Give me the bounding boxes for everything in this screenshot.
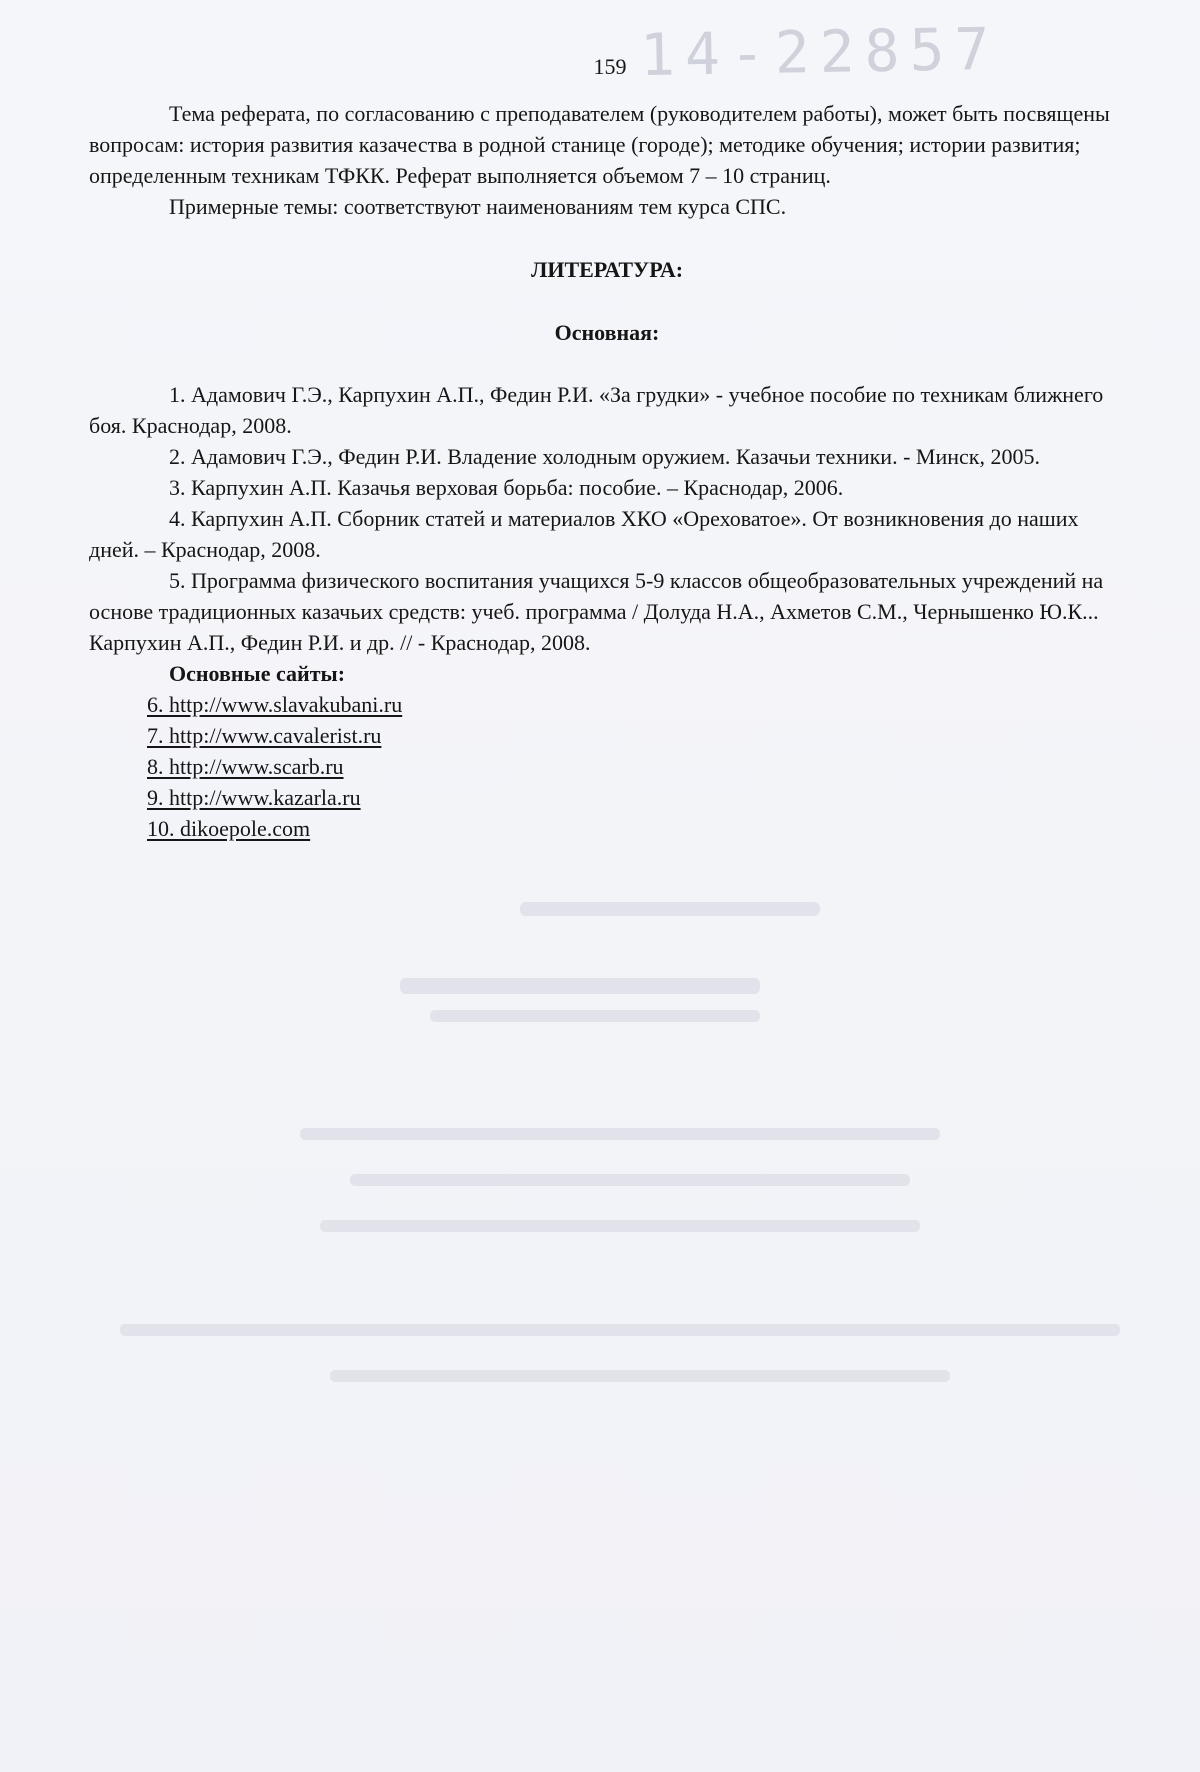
- reference-item: 2. Адамович Г.Э., Федин Р.И. Владение холодным оружием. Казачьи техники. - Минск, 2005.: [169, 444, 1040, 469]
- reference-item: 4. Карпухин А.П. Сборник статей и материалов ХКО «Ореховатое». От возникновения до наших дней. – Краснодар, 2008.: [89, 506, 1079, 562]
- main-literature-heading: Основная:: [554, 320, 660, 345]
- literature-heading: ЛИТЕРАТУРА:: [530, 257, 684, 282]
- site-link-kazarla[interactable]: 9. http://www.kazarla.ru: [147, 785, 361, 810]
- reference-item: 3. Карпухин А.П. Казачья верховая борьба: пособие. – Краснодар, 2006.: [169, 475, 844, 500]
- site-link-slavakubani[interactable]: 6. http://www.slavakubani.ru: [147, 692, 403, 717]
- site-link-cavalerist[interactable]: 7. http://www.cavalerist.ru: [147, 723, 382, 748]
- sites-heading: Основные сайты:: [169, 661, 346, 686]
- topics-paragraph: Примерные темы: соответствуют наименованиям тем курса СПС.: [169, 194, 787, 219]
- intro-paragraph: Тема реферата, по согласованию с преподавателем (руководителем работы), может быть посвящены вопросам: история развития казачества в родной станице (городе); методике обучения; истории развития; определенным техникам ТФКК. Реферат выполняется объемом 7 – 10 страниц.: [89, 101, 1110, 188]
- archive-stamp: 14-22857: [639, 14, 1000, 90]
- page-number: 159: [593, 54, 627, 79]
- reference-item: 5. Программа физического воспитания учащихся 5-9 классов общеобразовательных учреждений на основе традиционных казачьих средств: учеб. программа / Долуда Н.А., Ахметов С.М., Чернышенко Ю.К... Карпухин А.П., Федин Р.И. и др. // - Краснодар, 2008.: [89, 568, 1104, 655]
- site-link-dikoepole[interactable]: 10. dikoepole.com: [147, 816, 311, 841]
- reference-item: 1. Адамович Г.Э., Карпухин А.П., Федин Р.И. «За грудки» - учебное пособие по техникам ближнего боя. Краснодар, 2008.: [89, 382, 1104, 438]
- site-link-scarb[interactable]: 8. http://www.scarb.ru: [147, 754, 344, 779]
